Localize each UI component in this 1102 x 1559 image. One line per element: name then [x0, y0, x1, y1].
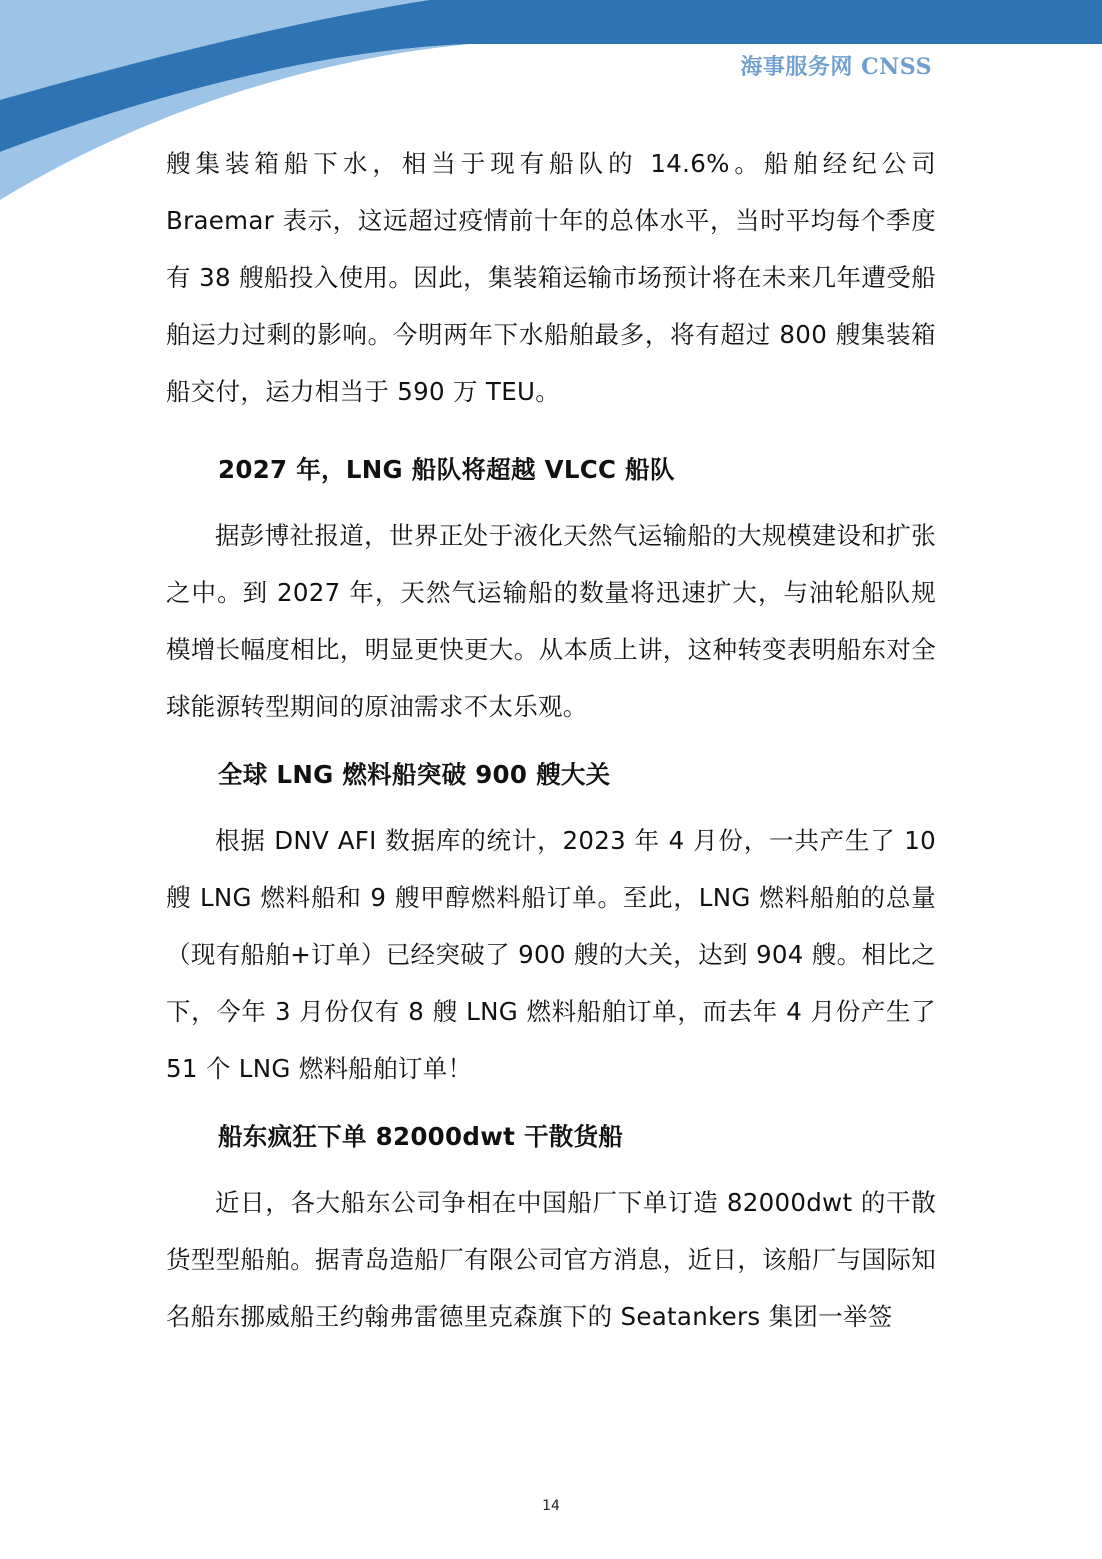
- article-body: [166, 135, 936, 1345]
- paragraph-container-ship-deliveries: 艘集装箱船下水，相当于现有船队的 14.6%。船舶经纪公司 Braemar 表示，这远超过疫情前十年的总体水平，当时平均每个季度有 38 艘船投入使用。因此，集装箱运输市场预计将在未来几年遭受船舶运力过剩的影响。今明两年下水船舶最多，将有超过 800 艘集装箱船交付，运力相当于 590 万 TEU。: [166, 149, 936, 406]
- section-heading-lng-fuel-ships: 全球 LNG 燃料船突破 900 艘大关: [218, 760, 611, 789]
- paragraph-lng-fleet: 据彭博社报道，世界正处于液化天然气运输船的大规模建设和扩张之中。到 2027 年，天然气运输船的数量将迅速扩大，与油轮船队规模增长幅度相比，明显更快更大。从本质上讲，这种转变表明船东对全球能源转型期间的原油需求不太乐观。: [166, 521, 936, 721]
- paragraph-lng-fuel-ships: 根据 DNV AFI 数据库的统计，2023 年 4 月份，一共产生了 10 艘 LNG 燃料船和 9 艘甲醇燃料船订单。至此，LNG 燃料船舶的总量（现有船舶+订单）已经突破了 900 艘的大关，达到 904 艘。相比之下，今年 3 月份仅有 8 艘 LNG 燃料船舶订单，而去年 4 月份产生了 51 个 LNG 燃料船舶订单！: [166, 826, 936, 1083]
- brand-title: 海事服务网 CNSS: [740, 54, 932, 80]
- section-heading-bulk-carriers: 船东疯狂下单 82000dwt 干散货船: [218, 1122, 624, 1151]
- section-heading-lng-fleet: 2027 年，LNG 船队将超越 VLCC 船队: [218, 455, 675, 484]
- page-number: 14: [542, 1498, 560, 1514]
- paragraph-bulk-carriers: 近日，各大船东公司争相在中国船厂下单订造 82000dwt 的干散货型型船舶。据青岛造船厂有限公司官方消息，近日，该船厂与国际知名船东挪威船王约翰弗雷德里克森旗下的 Seatankers 集团一举签: [166, 1188, 936, 1331]
